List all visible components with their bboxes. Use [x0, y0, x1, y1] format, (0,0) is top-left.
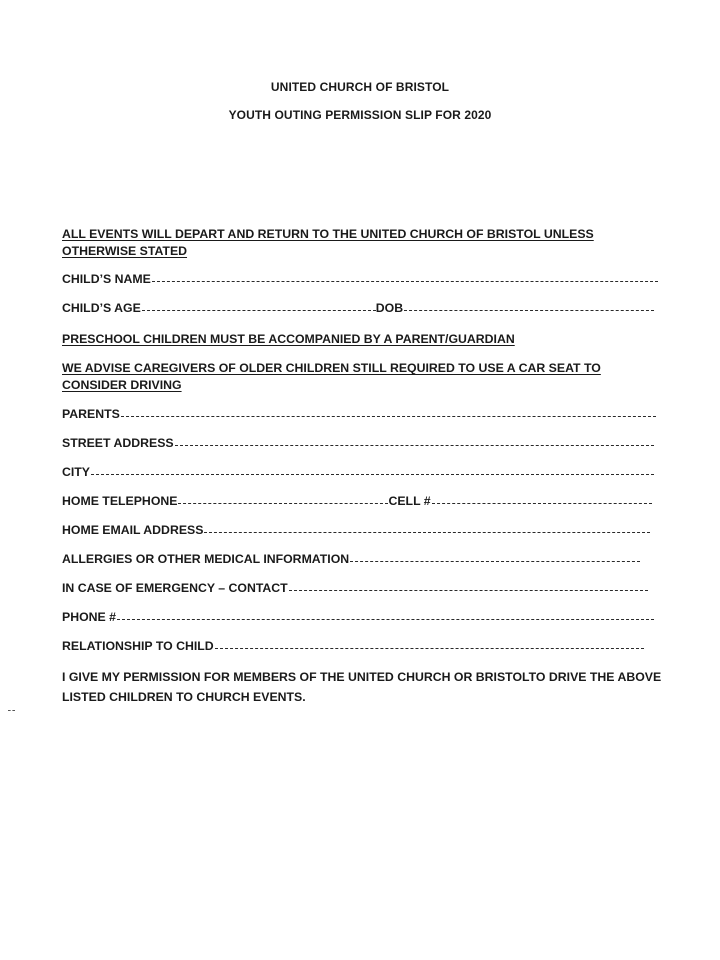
- phone-field[interactable]: [62, 608, 654, 624]
- departure-notice: ALL EVENTS WILL DEPART AND RETURN TO THE UNITED CHURCH OF BRISTOL UNLESS OTHERWISE STATED: [62, 227, 594, 258]
- cell-line[interactable]: [432, 503, 652, 504]
- form-title: YOUTH OUTING PERMISSION SLIP FOR 2020: [228, 108, 492, 122]
- dob-label: DOB: [375, 301, 404, 315]
- childs-name-line[interactable]: [152, 281, 658, 282]
- telephone-row: [62, 492, 652, 508]
- home-email-line[interactable]: [204, 532, 650, 533]
- scan-mark: [8, 710, 15, 712]
- city-field[interactable]: [62, 463, 654, 479]
- relationship-label: RELATIONSHIP TO CHILD: [62, 639, 214, 653]
- parents-label: PARENTS: [62, 407, 120, 421]
- cell-label: CELL #: [388, 494, 431, 508]
- emergency-contact-field[interactable]: [62, 579, 648, 595]
- allergies-field[interactable]: [62, 550, 640, 566]
- relationship-line[interactable]: [215, 648, 644, 649]
- childs-age-row: [62, 299, 654, 315]
- home-email-label: HOME EMAIL ADDRESS: [62, 523, 204, 537]
- emergency-contact-label: IN CASE OF EMERGENCY – CONTACT: [62, 581, 288, 595]
- dob-line[interactable]: [404, 310, 654, 311]
- street-address-line[interactable]: [175, 445, 654, 446]
- home-telephone-label: HOME TELEPHONE: [62, 494, 178, 508]
- street-address-field[interactable]: [62, 434, 654, 450]
- parents-field[interactable]: [62, 405, 656, 421]
- phone-label: PHONE #: [62, 610, 116, 624]
- relationship-field[interactable]: [62, 637, 644, 653]
- allergies-label: ALLERGIES OR OTHER MEDICAL INFORMATION: [62, 552, 350, 566]
- home-email-field[interactable]: [62, 521, 650, 537]
- organization-title: UNITED CHURCH OF BRISTOL: [270, 80, 450, 94]
- street-address-label: STREET ADDRESS: [62, 436, 174, 450]
- city-label: CITY: [62, 465, 91, 479]
- home-telephone-line[interactable]: [178, 503, 388, 504]
- childs-name-field[interactable]: [62, 270, 658, 286]
- city-line[interactable]: [91, 474, 654, 475]
- childs-age-label: CHILD’S AGE: [62, 301, 141, 315]
- preschool-notice: PRESCHOOL CHILDREN MUST BE ACCOMPANIED BY A PARENT/GUARDIAN: [62, 332, 515, 346]
- phone-line[interactable]: [117, 619, 654, 620]
- parents-line[interactable]: [121, 416, 656, 417]
- allergies-line[interactable]: [350, 561, 640, 562]
- emergency-contact-line[interactable]: [289, 590, 648, 591]
- permission-statement: I GIVE MY PERMISSION FOR MEMBERS OF THE UNITED CHURCH OR BRISTOLTO DRIVE THE ABOVE LISTED CHILDREN TO CHURCH EVENTS.: [62, 670, 662, 704]
- childs-age-line[interactable]: [142, 310, 376, 311]
- car-seat-notice: WE ADVISE CAREGIVERS OF OLDER CHILDREN STILL REQUIRED TO USE A CAR SEAT TO CONSIDER DRIVING: [62, 361, 601, 392]
- childs-name-label: CHILD’S NAME: [62, 272, 151, 286]
